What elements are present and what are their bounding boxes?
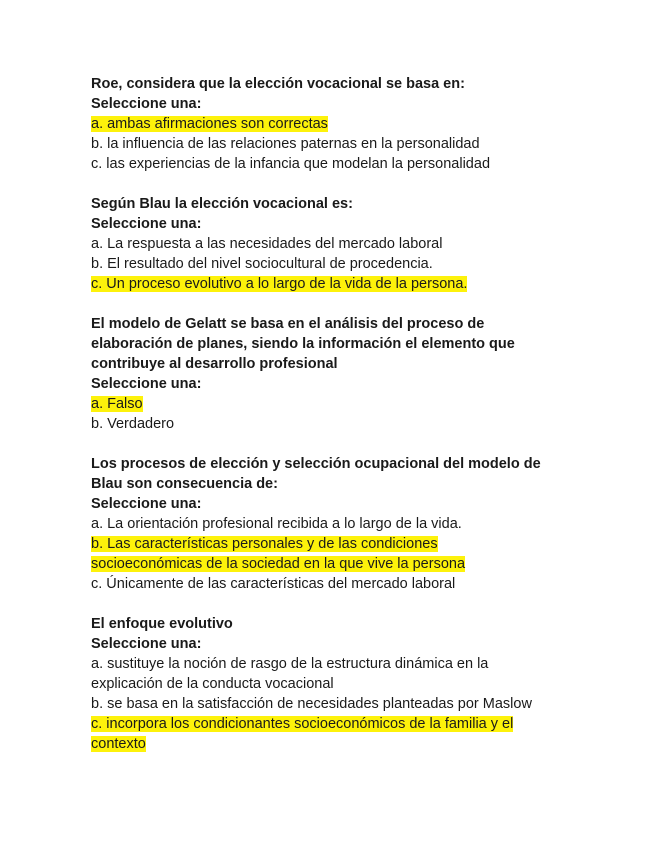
answer-option xyxy=(91,554,591,574)
question-text: El enfoque evolutivo xyxy=(91,616,233,632)
answer-option: a. sustituye la noción de rasgo de la estructura dinámica en la xyxy=(91,656,489,672)
question-text: elaboración de planes, siendo la información el elemento que xyxy=(91,336,515,352)
answer-option xyxy=(91,714,591,734)
question-block xyxy=(91,454,591,594)
answer-option: a. La orientación profesional recibida a lo largo de la vida. xyxy=(91,516,462,532)
highlighted-answer: a. ambas afirmaciones son correctas xyxy=(91,116,328,132)
question-block xyxy=(91,74,591,174)
question-text: contribuye al desarrollo profesional xyxy=(91,356,338,372)
question-text: Según Blau la elección vocacional es: xyxy=(91,196,353,212)
select-prompt: Seleccione una: xyxy=(91,216,202,232)
answer-option: b. El resultado del nivel sociocultural de procedencia. xyxy=(91,256,433,272)
highlighted-answer: c. Un proceso evolutivo a lo largo de la vida de la persona. xyxy=(91,276,468,292)
answer-option: b. se basa en la satisfacción de necesidades planteadas por Maslow xyxy=(91,696,532,712)
answer-option: c. Únicamente de las características del mercado laboral xyxy=(91,576,456,592)
highlighted-answer: a. Falso xyxy=(91,396,143,412)
select-prompt: Seleccione una: xyxy=(91,496,202,512)
answer-option: explicación de la conducta vocacional xyxy=(91,676,334,692)
answer-option xyxy=(91,534,591,554)
select-prompt: Seleccione una: xyxy=(91,376,202,392)
answer-option: c. las experiencias de la infancia que modelan la personalidad xyxy=(91,156,491,172)
question-block xyxy=(91,314,591,434)
answer-option: b. Verdadero xyxy=(91,416,175,432)
answer-option xyxy=(91,734,591,754)
select-prompt: Seleccione una: xyxy=(91,96,202,112)
answer-option: b. la influencia de las relaciones paternas en la personalidad xyxy=(91,136,480,152)
document-page xyxy=(91,74,591,774)
select-prompt: Seleccione una: xyxy=(91,636,202,652)
question-text: Roe, considera que la elección vocacional se basa en: xyxy=(91,76,465,92)
question-text: El modelo de Gelatt se basa en el análisis del proceso de xyxy=(91,316,485,332)
question-block xyxy=(91,194,591,294)
answer-option xyxy=(91,394,591,414)
highlighted-answer: contexto xyxy=(91,736,146,752)
answer-option xyxy=(91,274,591,294)
highlighted-answer: socioeconómicas de la sociedad en la que vive la persona xyxy=(91,556,466,572)
question-block xyxy=(91,614,591,754)
answer-option: a. La respuesta a las necesidades del mercado laboral xyxy=(91,236,443,252)
answer-option xyxy=(91,114,591,134)
question-text: Los procesos de elección y selección ocupacional del modelo de xyxy=(91,456,541,472)
highlighted-answer: b. Las características personales y de las condiciones xyxy=(91,536,438,552)
question-text: Blau son consecuencia de: xyxy=(91,476,278,492)
highlighted-answer: c. incorpora los condicionantes socioeconómicos de la familia y el xyxy=(91,716,514,732)
